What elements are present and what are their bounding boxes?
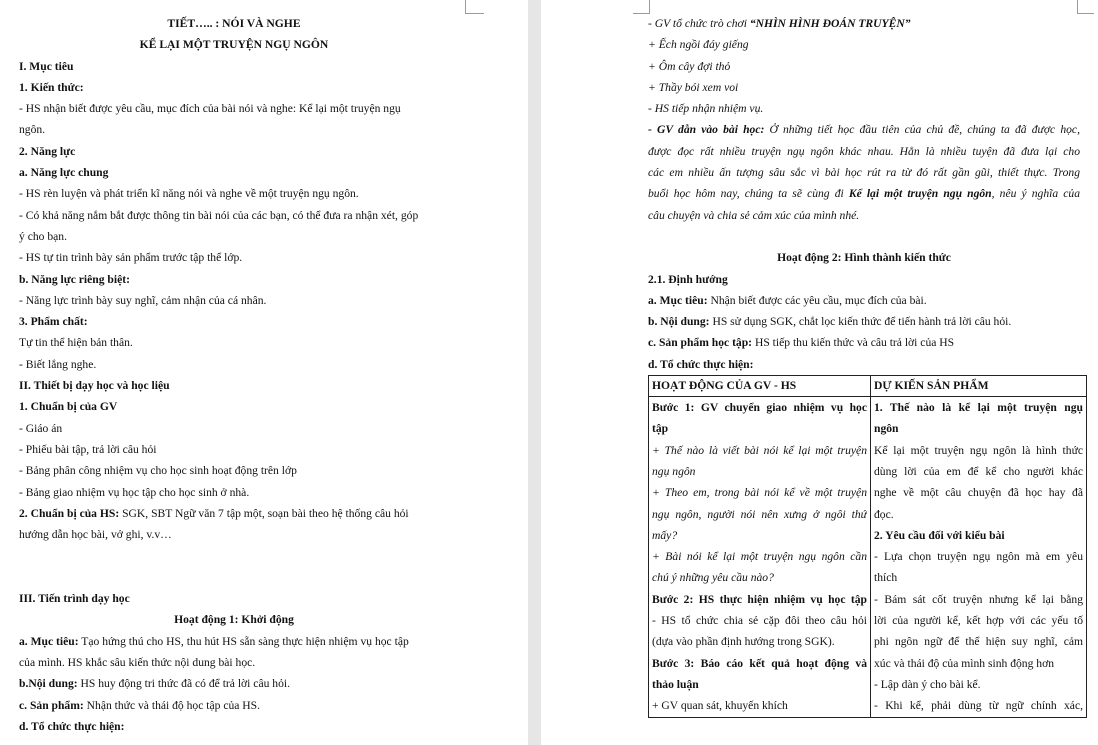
subsection-heading: a. Năng lực chung [19, 166, 109, 180]
paragraph-line: ý cho bạn. [19, 229, 67, 243]
paragraph-line [19, 695, 449, 716]
cell-text-line: - HS tổ chức chia sẻ cặp đôi theo câu hỏi [652, 614, 867, 628]
cell-text-line: lời của người kể, kết hợp với các yếu tố [874, 614, 1083, 628]
subsection-heading: d. Tổ chức thực hiện: [648, 357, 754, 371]
inline-emphasis: Kể lại một truyện ngụ ngôn [848, 187, 992, 201]
paragraph-line: - Biết lắng nghe. [19, 357, 97, 371]
paragraph-line: ngôn. [19, 123, 46, 137]
cell-text-line: Kể lại một truyện ngụ ngôn là hình thức [874, 443, 1083, 457]
inline-label: b.Nội dung: [19, 677, 78, 691]
paragraph-line [648, 290, 1080, 311]
paragraph-line [648, 311, 1080, 332]
subsection-heading: 3. Phẩm chất: [19, 315, 88, 329]
cell-text-line: - Lựa chọn truyện ngụ ngôn mà em yêu [874, 550, 1083, 564]
paragraph-line [648, 13, 1080, 34]
step-heading: Bước 1: GV chuyển giao nhiệm vụ học [652, 401, 867, 415]
story-item: + Ếch ngồi đáy giếng [648, 38, 749, 52]
paragraph-line: các em nhiều ấn tượng sâu sắc vì bài học rút ra từ đó rất gần gũi, thiết thực. Trong [648, 166, 1080, 180]
question-line: mấy? [652, 528, 678, 542]
blank-line [19, 567, 449, 588]
story-item: + Thầy bói xem voi [648, 80, 739, 94]
paragraph-line: - Có khả năng nắm bắt được thông tin bài nói của các bạn, có thể đưa ra nhận xét, góp [19, 208, 419, 222]
inline-text: , nêu ý nghĩa của [991, 187, 1080, 201]
section-heading: III. Tiến trình dạy học [19, 592, 130, 606]
table-header-cell: DỰ KIẾN SẢN PHẨM [871, 376, 1087, 397]
paragraph-line: - HS rèn luyện và phát triển kĩ năng nói và nghe về một truyện ngụ ngôn. [19, 187, 359, 201]
paragraph-line: - Bảng phân công nhiệm vụ cho học sinh hoạt động trên lớp [19, 464, 297, 478]
paragraph-line [19, 503, 449, 524]
question-line: ngụ ngôn [652, 464, 696, 478]
table-row [649, 397, 1087, 717]
document-page-left [0, 0, 528, 745]
cell-text-line: - Lập dàn ý cho bài kể. [874, 677, 981, 691]
question-line: chú ý những yêu cầu nào? [652, 571, 774, 585]
inline-label: b. Nội dung: [648, 315, 710, 329]
inline-text: HS tiếp thu kiến thức và câu trả lời của HS [752, 336, 955, 350]
activity-table [648, 375, 1087, 717]
crop-mark-top-left [633, 0, 650, 14]
page-left-content [19, 13, 449, 737]
inline-text: buổi học hôm nay, chúng ta sẽ cùng đi [648, 187, 849, 201]
subsection-heading: b. Năng lực riêng biệt: [19, 272, 130, 286]
section-heading: I. Mục tiêu [19, 59, 74, 73]
cell-text-line: thích [874, 571, 898, 585]
step-heading: Bước 3: Báo cáo kết quả hoạt động và [652, 656, 867, 670]
crop-mark-top-right [1077, 0, 1094, 14]
blank-line [19, 545, 449, 566]
activity-heading: Hoạt động 2: Hình thành kiến thức [777, 251, 951, 265]
paragraph-line: - Giáo án [19, 421, 63, 435]
cell-text-line: (dựa vào phần định hướng trong SGK). [652, 635, 835, 649]
inline-label: - GV dẫn vào bài học: [648, 123, 765, 137]
inline-text: HS sử dụng SGK, chắt lọc kiến thức để tiến hành trả lời câu hỏi. [709, 315, 1012, 329]
inline-text: Ở những tiết học đầu tiên của chủ đề, chúng ta đã được học, [764, 123, 1080, 137]
step-heading: thảo luận [652, 677, 699, 691]
inline-text: SGK, SBT Ngữ văn 7 tập một, soạn bài theo hệ thống câu hỏi [119, 506, 409, 520]
activity-heading: Hoạt động 1: Khởi động [174, 613, 294, 627]
paragraph-line: - HS tiếp nhận nhiệm vụ. [648, 102, 764, 116]
step-heading: Bước 2: HS thực hiện nhiệm vụ học tập [652, 592, 867, 606]
subsection-heading: 1. Kiến thức: [19, 80, 84, 94]
inline-text: - GV tổ chức trò chơi [648, 17, 750, 30]
inline-label: c. Sản phẩm học tập: [648, 336, 753, 350]
game-title: “NHÌN HÌNH ĐOÁN TRUYỆN” [749, 17, 911, 30]
paragraph-line: hướng dẫn học bài, vở ghi, v.v… [19, 528, 172, 542]
question-line: + Bài nói kể lại một truyện ngụ ngôn cần [652, 550, 867, 564]
paragraph-line: Tự tin thể hiện bản thân. [19, 336, 133, 350]
step-heading: tập [652, 422, 669, 436]
paragraph-line: - Bảng giao nhiệm vụ học tập cho học sinh ở nhà. [19, 485, 250, 499]
paragraph-line [19, 673, 449, 694]
inline-label: a. Mục tiêu: [648, 293, 708, 307]
blank-line [648, 226, 1080, 247]
paragraph-line: được đọc rất nhiều truyện ngụ ngôn khác nhau. Hẳn là nhiều tuyện đã đưa lại cho [648, 144, 1080, 158]
cell-text-line: đọc. [874, 507, 894, 521]
question-line: + Theo em, trong bài nói kể về một truyện [652, 486, 867, 500]
paragraph-line: - Phiếu bài tập, trả lời câu hỏi [19, 442, 157, 456]
table-header-row [649, 376, 1087, 397]
section-heading: II. Thiết bị dạy học và học liệu [19, 379, 170, 393]
subsection-heading: 1. Chuẩn bị của GV [19, 400, 118, 414]
cell-text-line: + GV quan sát, khuyến khích [652, 699, 788, 713]
paragraph-line [648, 332, 1080, 353]
question-line: ngụ ngôn, người nói nên xưng ở ngôi thứ [652, 507, 867, 521]
cell-text-line: dùng lời của em để kể cho người khác [874, 464, 1083, 478]
cell-text-line: nghe về một câu chuyện đã học hay đã [874, 486, 1083, 500]
cell-text-line: - Khi kể, phải dùng từ ngữ chính xác, [874, 699, 1083, 713]
inline-text: HS huy động tri thức đã có để trả lời câu hỏi. [77, 677, 291, 691]
paragraph-line [648, 183, 1080, 204]
subsection-heading: d. Tổ chức thực hiện: [19, 719, 125, 733]
table-cell-expected-product [871, 397, 1087, 717]
paragraph-line: - HS tự tin trình bày sản phẩm trước tập thể lớp. [19, 251, 243, 265]
inline-label: c. Sản phẩm: [19, 698, 84, 712]
cell-text-line: xúc và thái độ của mình sinh động hơn [874, 656, 1055, 670]
inline-label: a. Mục tiêu: [19, 634, 79, 648]
inline-text: Tạo hứng thú cho HS, thu hút HS sẵn sàng thực hiện nhiệm vụ học tập [78, 634, 409, 648]
lesson-title: TIẾT….. : NÓI VÀ NGHE [167, 17, 301, 30]
cell-text-line: - Bám sát cốt truyện nhưng kể lại bằng [874, 592, 1083, 606]
document-page-right [541, 0, 1098, 745]
inline-text: Nhận biết được các yêu cầu, mục đích của bài. [707, 293, 927, 307]
page-right-content [648, 13, 1083, 718]
subsection-heading: 2.1. Định hướng [648, 272, 728, 286]
paragraph-line: - HS nhận biết được yêu cầu, mục đích của bài nói và nghe: Kể lại một truyện ngụ [19, 102, 401, 116]
paragraph-line: của mình. HS khắc sâu kiến thức nội dung bài học. [19, 655, 256, 669]
cell-text-line: phi ngôn ngữ để thể hiện suy nghĩ, cảm [874, 635, 1083, 649]
lesson-subtitle: KỂ LẠI MỘT TRUYỆN NGỤ NGÔN [139, 38, 329, 52]
answer-heading: 1. Thế nào là kể lại một truyện ngụ [874, 401, 1083, 415]
story-item: + Ôm cây đợi thỏ [648, 59, 731, 73]
subsection-heading: 2. Năng lực [19, 144, 76, 158]
paragraph-line: - Năng lực trình bày suy nghĩ, cảm nhận của cá nhân. [19, 293, 267, 307]
paragraph-line: câu chuyện và chia sẻ cảm xúc của mình nhé. [648, 208, 860, 222]
inline-label: 2. Chuẩn bị của HS: [19, 506, 120, 520]
paragraph-line [19, 631, 449, 652]
crop-mark-top-right [465, 0, 484, 14]
table-header-cell: HOẠT ĐỘNG CỦA GV - HS [649, 376, 871, 397]
paragraph-line [648, 119, 1080, 140]
inline-text: Nhận thức và thái độ học tập của HS. [83, 698, 261, 712]
answer-heading: ngôn [874, 422, 899, 436]
question-line: + Thế nào là viết bài nói kể lại một truyện [652, 443, 867, 457]
table-cell-teacher-student [649, 397, 871, 717]
answer-heading: 2. Yêu cầu đối với kiểu bài [874, 528, 1005, 542]
